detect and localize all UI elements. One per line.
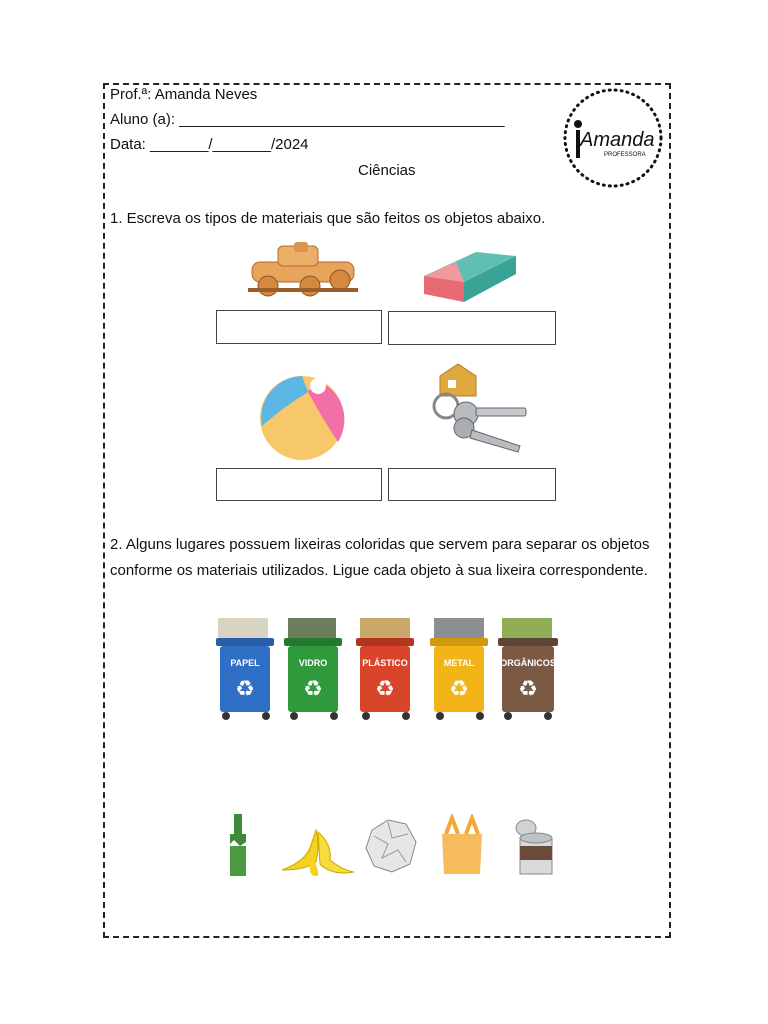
recycle-icon: ♻ [375, 676, 395, 701]
bin-label-papel: PAPEL [230, 658, 260, 668]
student-name-line: Aluno (a): _______________________________________ [110, 111, 505, 128]
answer-box-ball[interactable] [216, 468, 382, 501]
bin-organicos [498, 618, 558, 720]
logo-script: Amanda [580, 129, 655, 151]
bin-vidro [284, 618, 342, 720]
wooden-car-image [248, 240, 360, 300]
recycle-icon: ♻ [449, 676, 469, 701]
teacher-name: Prof.ª: Amanda Neves [110, 86, 258, 103]
bin-label-metal: METAL [443, 658, 475, 668]
recycle-icon: ♻ [518, 676, 538, 701]
answer-box-car[interactable] [216, 310, 382, 344]
question-2-line-1: 2. Alguns lugares possuem lixeiras coloridas que servem para separar os objetos [110, 536, 650, 553]
banana-peel-image [276, 826, 356, 878]
date-line: Data: _______/_______/2024 [110, 136, 309, 153]
teacher-logo [560, 88, 666, 188]
bin-papel [216, 618, 274, 720]
recycle-icon: ♻ [235, 676, 255, 701]
eraser-image [420, 242, 518, 304]
logo-subtitle: PROFESSORA [604, 152, 646, 158]
answer-box-keys[interactable] [388, 468, 556, 501]
crumpled-paper-image [362, 816, 420, 876]
keys-image [424, 362, 532, 454]
bin-plastico [356, 618, 414, 720]
recycle-icon: ♻ [303, 676, 323, 701]
question-2-line-2: conforme os materiais utilizados. Ligue cada objeto à sua lixeira correspondente. [110, 562, 648, 579]
plastic-bag-image [438, 814, 486, 878]
recycling-bins [212, 608, 564, 726]
beach-ball-image [256, 374, 348, 462]
subject-title: Ciências [358, 162, 416, 179]
bin-label-plastico: PLÁSTICO [362, 658, 408, 668]
bin-label-vidro: VIDRO [298, 658, 328, 668]
question-1: 1. Escreva os tipos de materiais que são feitos os objetos abaixo. [110, 210, 546, 227]
tin-can-image [512, 816, 556, 878]
broken-bottle-image [226, 812, 250, 878]
answer-box-eraser[interactable] [388, 311, 556, 345]
bin-label-organicos: ORGÂNICOS [500, 658, 556, 668]
bin-metal [430, 618, 488, 720]
